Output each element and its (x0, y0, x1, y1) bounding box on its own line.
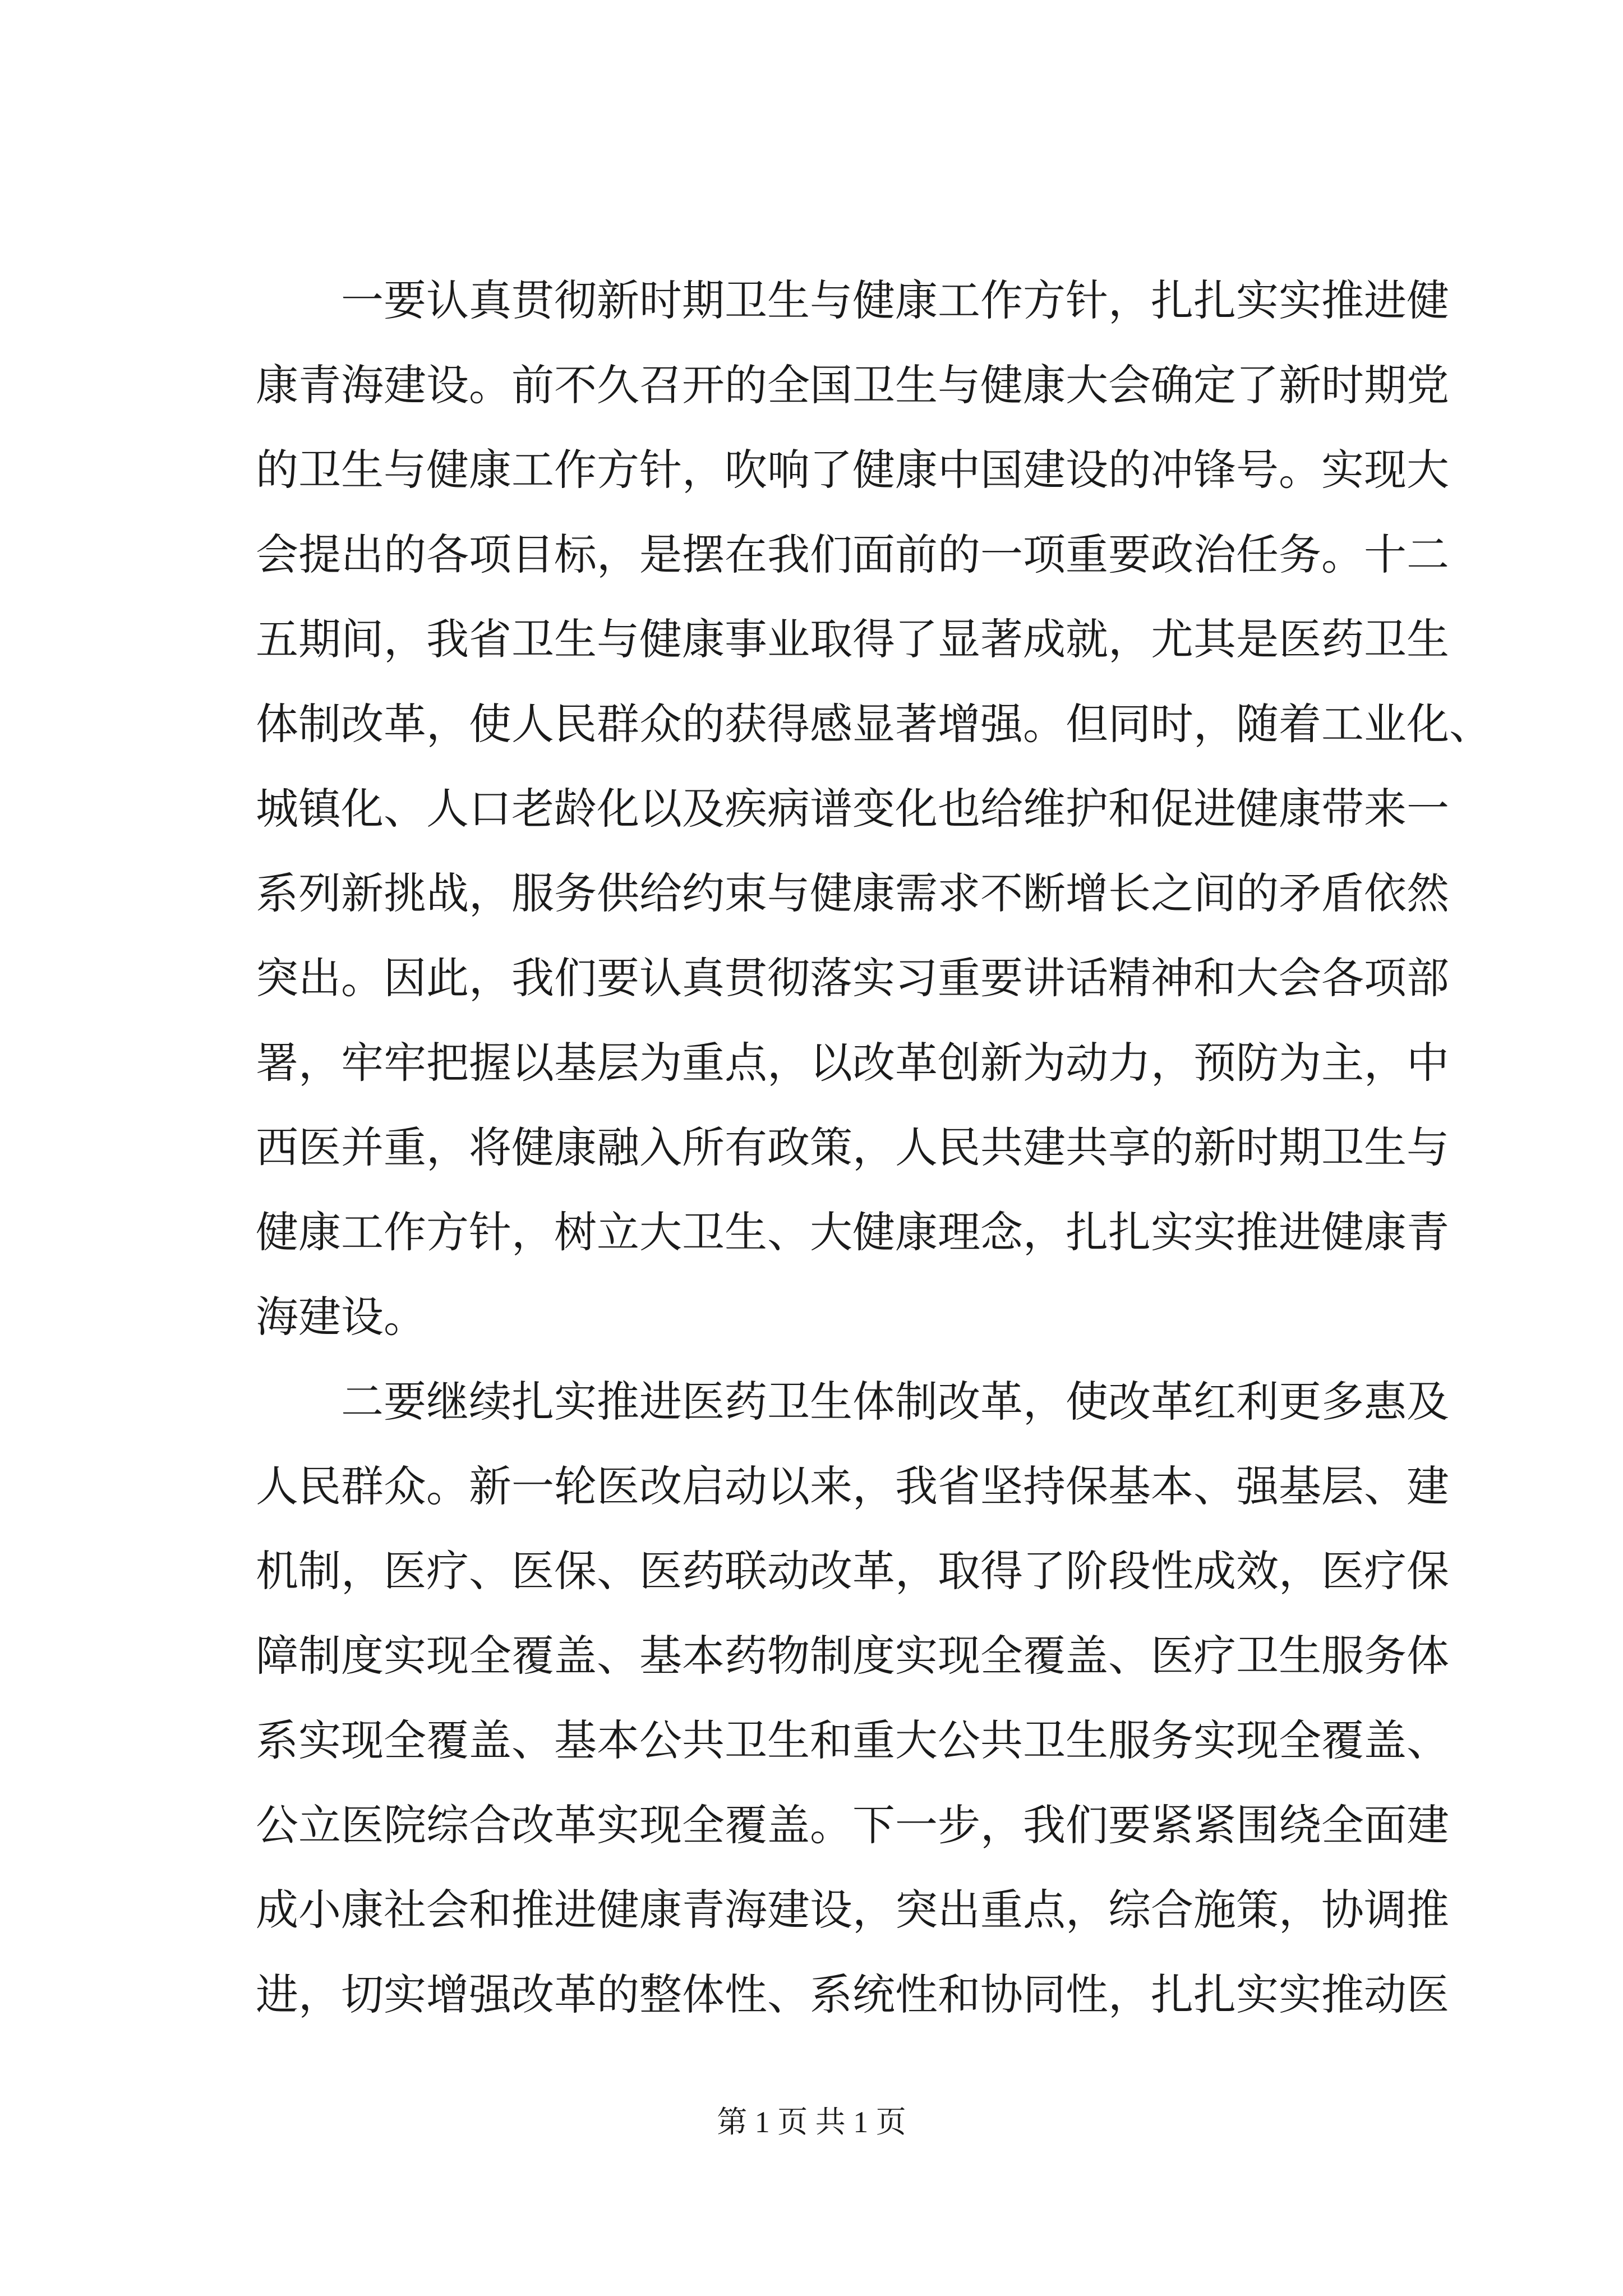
paragraph-2-line-3: 机制，医疗、医保、医药联动改革，取得了阶段性成效，医疗保 (256, 1546, 1449, 1596)
page-footer: 第 1 页 共 1 页 (717, 2105, 906, 2139)
paragraph-1-line-11: 西医并重，将健康融入所有政策，人民共建共享的新时期卫生与 (256, 1122, 1449, 1172)
paragraph-1-line-4: 会提出的各项目标，是摆在我们面前的一项重要政治任务。十二 (256, 530, 1449, 579)
paragraph-1-line-3: 的卫生与健康工作方针，吹响了健康中国建设的冲锋号。实现大 (256, 445, 1449, 495)
paragraph-1-line-12: 健康工作方针，树立大卫生、大健康理念，扎扎实实推进健康青 (256, 1207, 1449, 1257)
paragraph-2-line-7: 成小康社会和推进健康青海建设，突出重点，综合施策，协调推 (256, 1885, 1449, 1935)
paragraph-1-line-9: 突出。因此，我们要认真贯彻落实习重要讲话精神和大会各项部 (256, 953, 1449, 1003)
paragraph-2-line-8: 进，切实增强改革的整体性、系统性和协同性，扎扎实实推动医 (256, 1970, 1449, 2019)
paragraph-1-line-7: 城镇化、人口老龄化以及疾病谱变化也给维护和促进健康带来一 (256, 784, 1449, 834)
paragraph-2-line-1: 二要继续扎实推进医药卫生体制改革，使改革红利更多惠及 (341, 1377, 1449, 1427)
paragraph-1-line-8: 系列新挑战，服务供给约束与健康需求不断增长之间的矛盾依然 (256, 868, 1449, 918)
paragraph-2-line-5: 系实现全覆盖、基本公共卫生和重大公共卫生服务实现全覆盖、 (256, 1715, 1449, 1765)
paragraph-2-line-4: 障制度实现全覆盖、基本药物制度实现全覆盖、医疗卫生服务体 (256, 1631, 1449, 1681)
paragraph-1-line-1: 一要认真贯彻新时期卫生与健康工作方针，扎扎实实推进健 (341, 275, 1449, 325)
paragraph-1-line-5: 五期间，我省卫生与健康事业取得了显著成就，尤其是医药卫生 (256, 614, 1449, 664)
paragraph-2-line-2: 人民群众。新一轮医改启动以来，我省坚持保基本、强基层、建 (256, 1461, 1449, 1511)
paragraph-1-line-6: 体制改革，使人民群众的获得感显著增强。但同时，随着工业化、 (256, 699, 1492, 749)
paragraph-2-line-6: 公立医院综合改革实现全覆盖。下一步，我们要紧紧围绕全面建 (256, 1800, 1449, 1850)
paragraph-1-line-13: 海建设。 (256, 1292, 426, 1342)
paragraph-1-line-2: 康青海建设。前不久召开的全国卫生与健康大会确定了新时期党 (256, 360, 1449, 410)
paragraph-1-line-10: 署，牢牢把握以基层为重点，以改革创新为动力，预防为主，中 (256, 1038, 1449, 1088)
